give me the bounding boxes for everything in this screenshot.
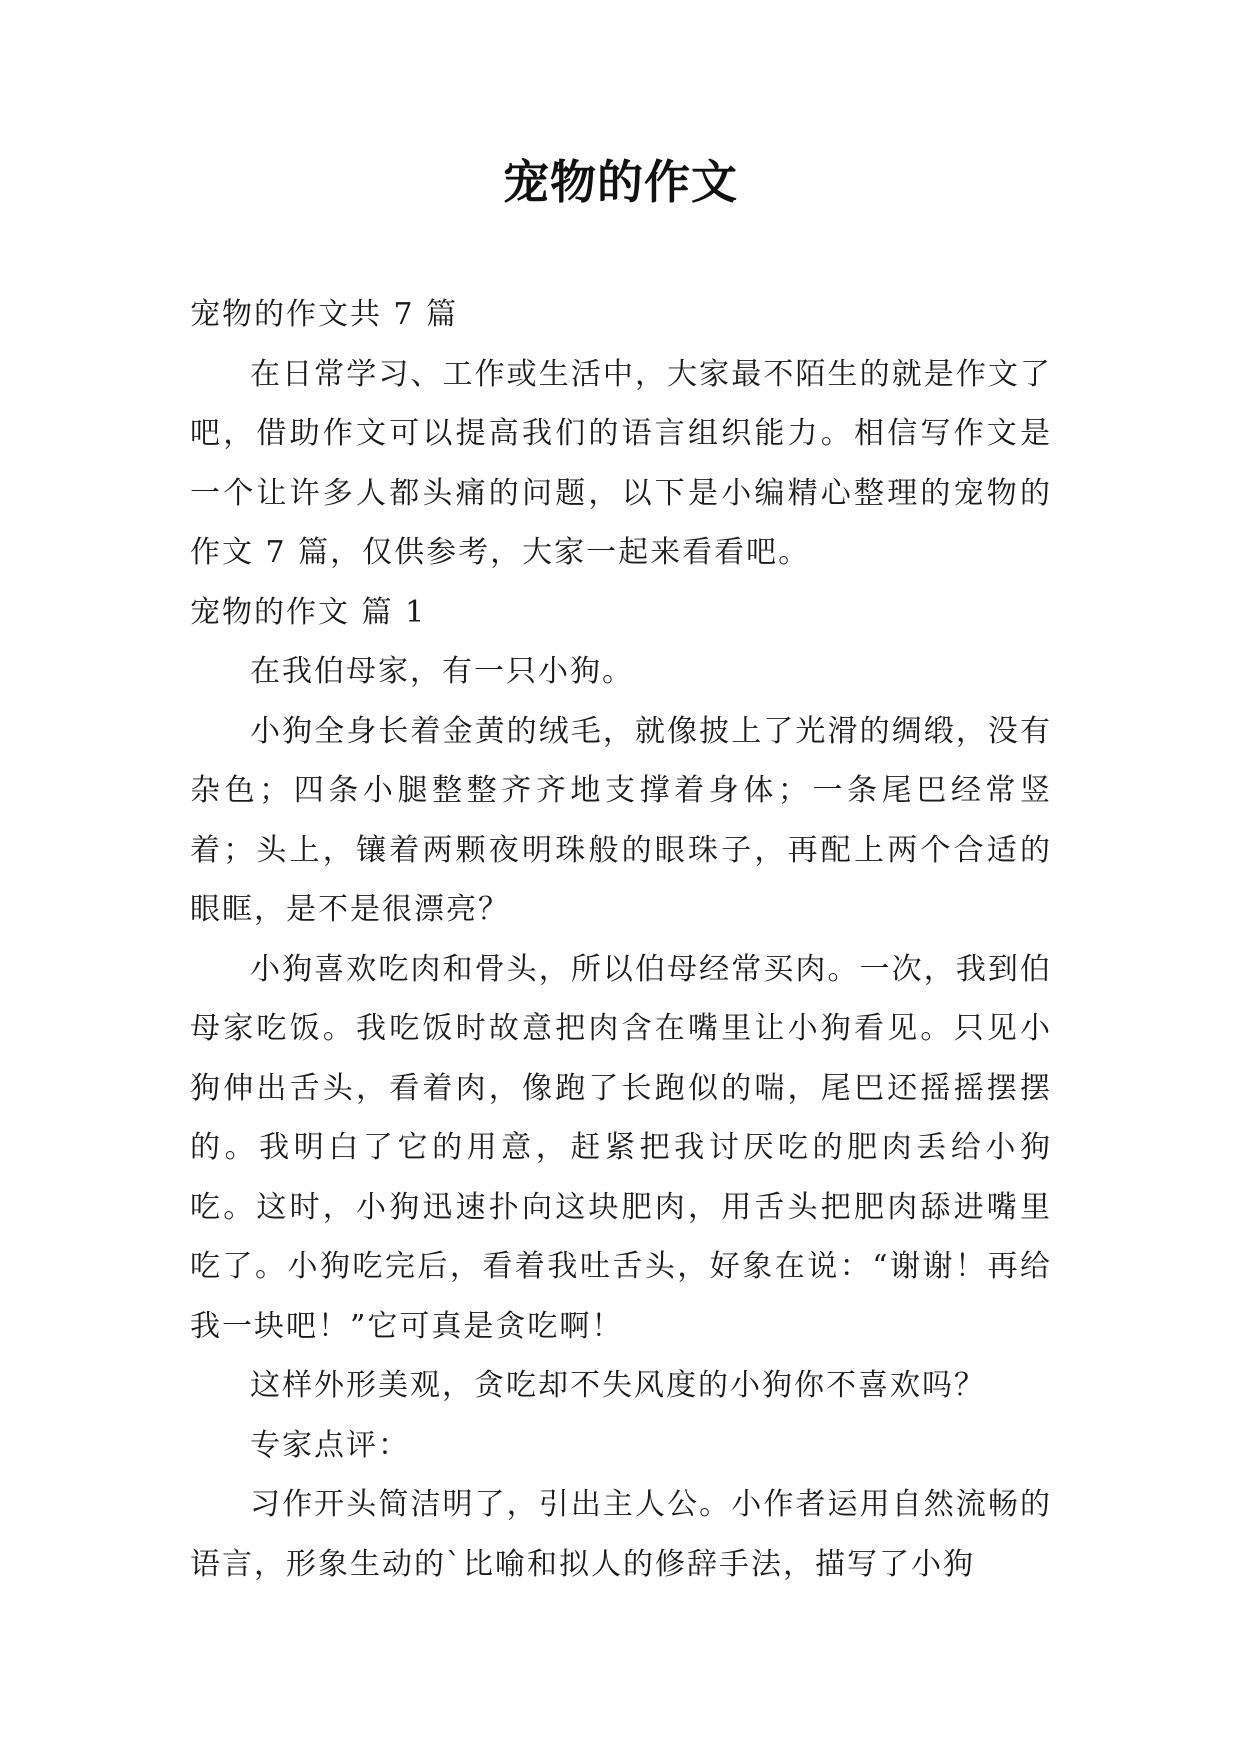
review-paragraph: 习作开头简洁明了，引出主人公。小作者运用自然流畅的语言，形象生动的`比喻和拟人的修辞手法，描写了小狗 — [190, 1487, 1052, 1582]
collection-heading: 宠物的作文共 7 篇 — [190, 297, 459, 332]
body-paragraph: 小狗喜欢吃肉和骨头，所以伯母经常买肉。一次，我到伯母家吃饭。我吃饭时故意把肉含在嘴里让小狗看见。只见小狗伸出舌头，看着肉，像跑了长跑似的喘，尾巴还摇摇摆摆的。我明白了它的用意，赶紧把我讨厌吃的肥肉丢给小狗吃。这时，小狗迅速扑向这块肥肉，用舌头把肥肉舔进嘴里吃了。小狗吃完后，看着我吐舌头，好象在说：“谢谢！再给我一块吧！”它可真是贪吃啊！ — [190, 951, 1052, 1344]
review-label: 专家点评： — [250, 1427, 410, 1463]
intro-paragraph: 在日常学习、工作或生活中，大家最不陌生的就是作文了吧，借助作文可以提高我们的语言组织能力。相信写作文是一个让许多人都头痛的问题，以下是小编精心整理的宠物的作文 7 篇，仅供参考，大家一起来看看吧。 — [190, 356, 1052, 570]
section-heading-1: 宠物的作文 篇 1 — [190, 594, 427, 630]
body-paragraph: 在我伯母家，有一只小狗。 — [250, 654, 634, 689]
body-paragraph: 小狗全身长着金黄的绒毛，就像披上了光滑的绸缎，没有杂色；四条小腿整整齐齐地支撑着身体；一条尾巴经常竖着；头上，镶着两颗夜明珠般的眼珠子，再配上两个合适的眼眶，是不是很漂亮？ — [190, 713, 1052, 927]
document-title: 宠物的作文 — [503, 155, 738, 209]
body-paragraph: 这样外形美观，贪吃却不失风度的小狗你不喜欢吗？ — [250, 1368, 986, 1403]
document-body — [190, 285, 1052, 1594]
